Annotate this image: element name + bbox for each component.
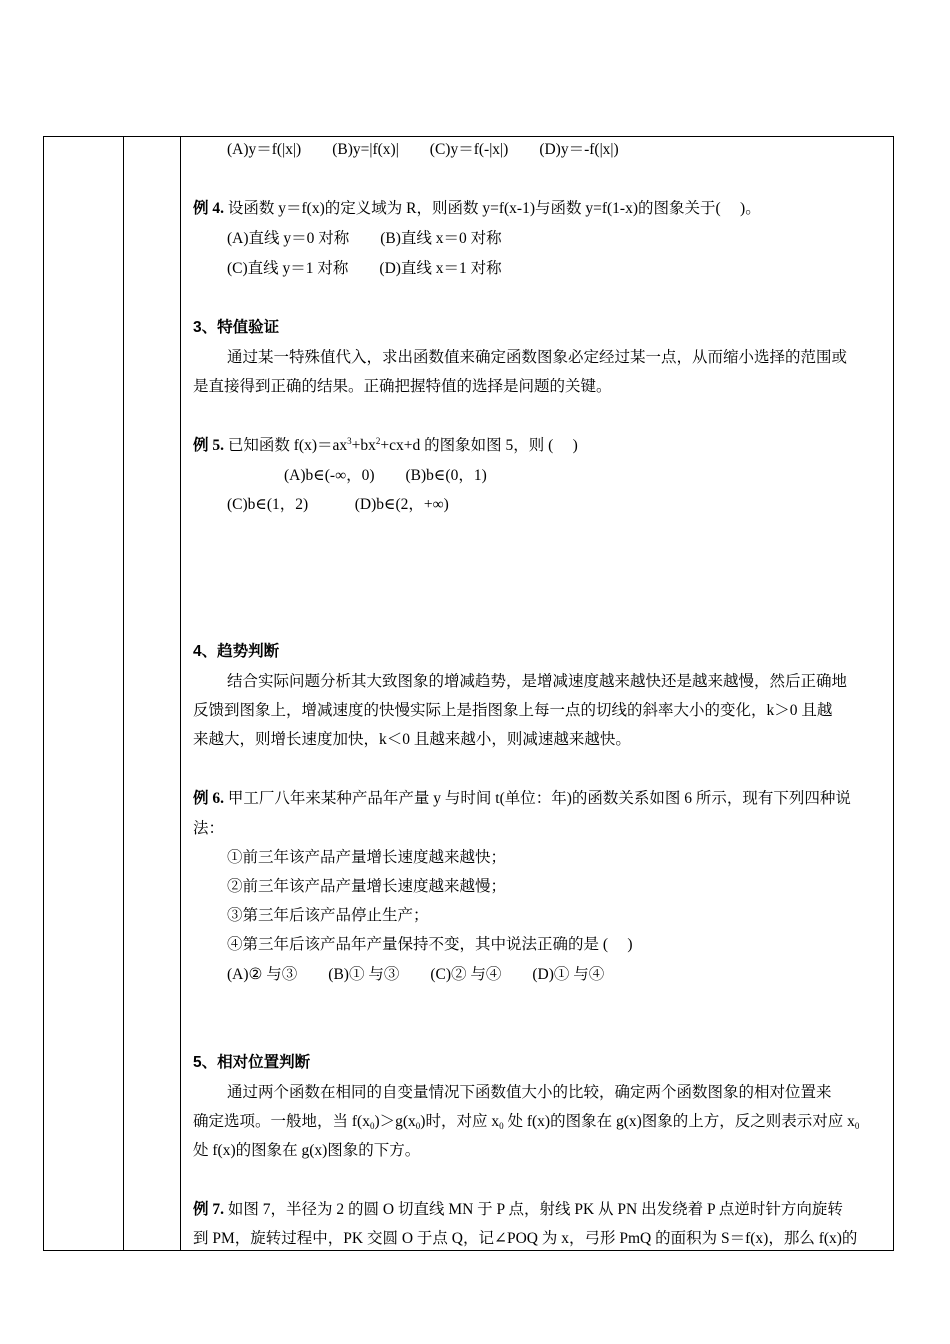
subscript-0: 0 xyxy=(854,1121,860,1131)
example6-question-line1 xyxy=(193,789,851,809)
example6-statement-3: ③第三年后该产品停止生产； xyxy=(227,907,429,924)
example5-label: 例 5. xyxy=(193,437,225,454)
example4-options-row2: (C)直线 y＝1 对称 (D)直线 x＝1 对称 xyxy=(227,260,502,277)
subscript-0: 0 xyxy=(415,1121,421,1131)
example6-options: (A)② 与③ (B)① 与③ (C)② 与④ (D)① 与④ xyxy=(227,966,605,983)
section4-paragraph-line3: 来越大，则增长速度加快，k＜0 且越来越小，则减速越来越快。 xyxy=(193,731,631,748)
example7-question-line2: 到 PM，旋转过程中，PK 交圆 O 于点 Q，记∠POQ 为 x，弓形 PmQ 的面积为 S＝f(x)，那么 f(x)的 xyxy=(193,1230,858,1247)
example7-text: 如图 7，半径为 2 的圆 O 切直线 MN 于 P 点，射线 PK 从 PN 出发绕着 P 点逆时针方向旋转 xyxy=(224,1201,843,1218)
s5-text-c: )时，对应 x xyxy=(420,1113,500,1130)
s5-text-b: )＞g(x xyxy=(374,1113,416,1130)
section5-paragraph-line1: 通过两个函数在相同的自变量情况下函数值大小的比较，确定两个函数图象的相对位置来 xyxy=(227,1084,832,1101)
example6-label: 例 6. xyxy=(193,790,225,807)
example5-question xyxy=(193,436,578,457)
example7-label: 例 7. xyxy=(193,1201,225,1218)
column-divider-1 xyxy=(123,137,124,1250)
example4-label: 例 4. xyxy=(193,200,225,217)
example5-options-row1: (A)b∈(-∞，0) (B)b∈(0，1) xyxy=(284,467,487,484)
example4-options-row1: (A)直线 y＝0 对称 (B)直线 x＝0 对称 xyxy=(227,230,502,247)
s5-text-a: 确定选项。一般地，当 f(x xyxy=(193,1113,370,1130)
section5-heading: 5、相对位置判断 xyxy=(193,1054,311,1071)
section3-heading: 3、特值验证 xyxy=(193,319,280,336)
section4-paragraph-line1: 结合实际问题分析其大致图象的增减趋势，是增减速度越来越快还是越来越慢，然后正确地 xyxy=(227,673,848,690)
subscript-0: 0 xyxy=(499,1121,504,1131)
example4-question xyxy=(193,199,761,219)
section3-paragraph-line2: 是直接得到正确的结果。正确把握特值的选择是问题的关键。 xyxy=(193,378,612,395)
example4-text: 设函数 y＝f(x)的定义域为 R，则函数 y=f(x-1)与函数 y=f(1-x)的图象关于( )。 xyxy=(224,200,761,217)
example6-text: 甲工厂八年来某种产品年产量 y 与时间 t(单位：年)的函数关系如图 6 所示，现有下列四种说 xyxy=(224,790,851,807)
example5-text-a: 已知函数 f(x)＝ax xyxy=(224,437,348,454)
section3-paragraph-line1: 通过某一特殊值代入，求出函数值来确定函数图象必定经过某一点，从而缩小选择的范围或 xyxy=(227,349,848,366)
example5-text-c: +cx+d 的图象如图 5，则 ( ) xyxy=(380,437,578,454)
section5-paragraph-line2 xyxy=(193,1112,859,1133)
example6-statement-2: ②前三年该产品产量增长速度越来越慢； xyxy=(227,878,507,895)
example7-question-line1 xyxy=(193,1200,843,1220)
exponent-2: 2 xyxy=(375,436,381,446)
subscript-0: 0 xyxy=(369,1121,375,1131)
s5-text-d: 处 f(x)的图象在 g(x)图象的上方，反之则表示对应 x xyxy=(503,1113,855,1130)
example5-text-b: +bx xyxy=(351,437,376,454)
section4-heading: 4、趋势判断 xyxy=(193,643,280,660)
section5-paragraph-line3: 处 f(x)的图象在 g(x)图象的下方。 xyxy=(193,1142,421,1159)
example5-options-row2: (C)b∈(1，2) (D)b∈(2，+∞) xyxy=(227,496,449,513)
section4-paragraph-line2: 反馈到图象上，增减速度的快慢实际上是指图象上每一点的切线的斜率大小的变化，k＞0 且越 xyxy=(193,702,833,719)
example6-question-line2: 法： xyxy=(193,820,225,837)
example3-options: (A)y＝f(|x|) (B)y=|f(x)| (C)y＝f(-|x|) (D)y＝-f(|x|) xyxy=(227,141,619,158)
content-cell xyxy=(193,137,893,1250)
column-divider-2 xyxy=(180,137,181,1250)
exponent-3: 3 xyxy=(347,436,352,446)
example6-statement-1: ①前三年该产品产量增长速度越来越快； xyxy=(227,849,507,866)
example6-statement-4: ④第三年后该产品年产量保持不变，其中说法正确的是 ( ) xyxy=(227,936,633,953)
lesson-table xyxy=(43,136,894,1251)
